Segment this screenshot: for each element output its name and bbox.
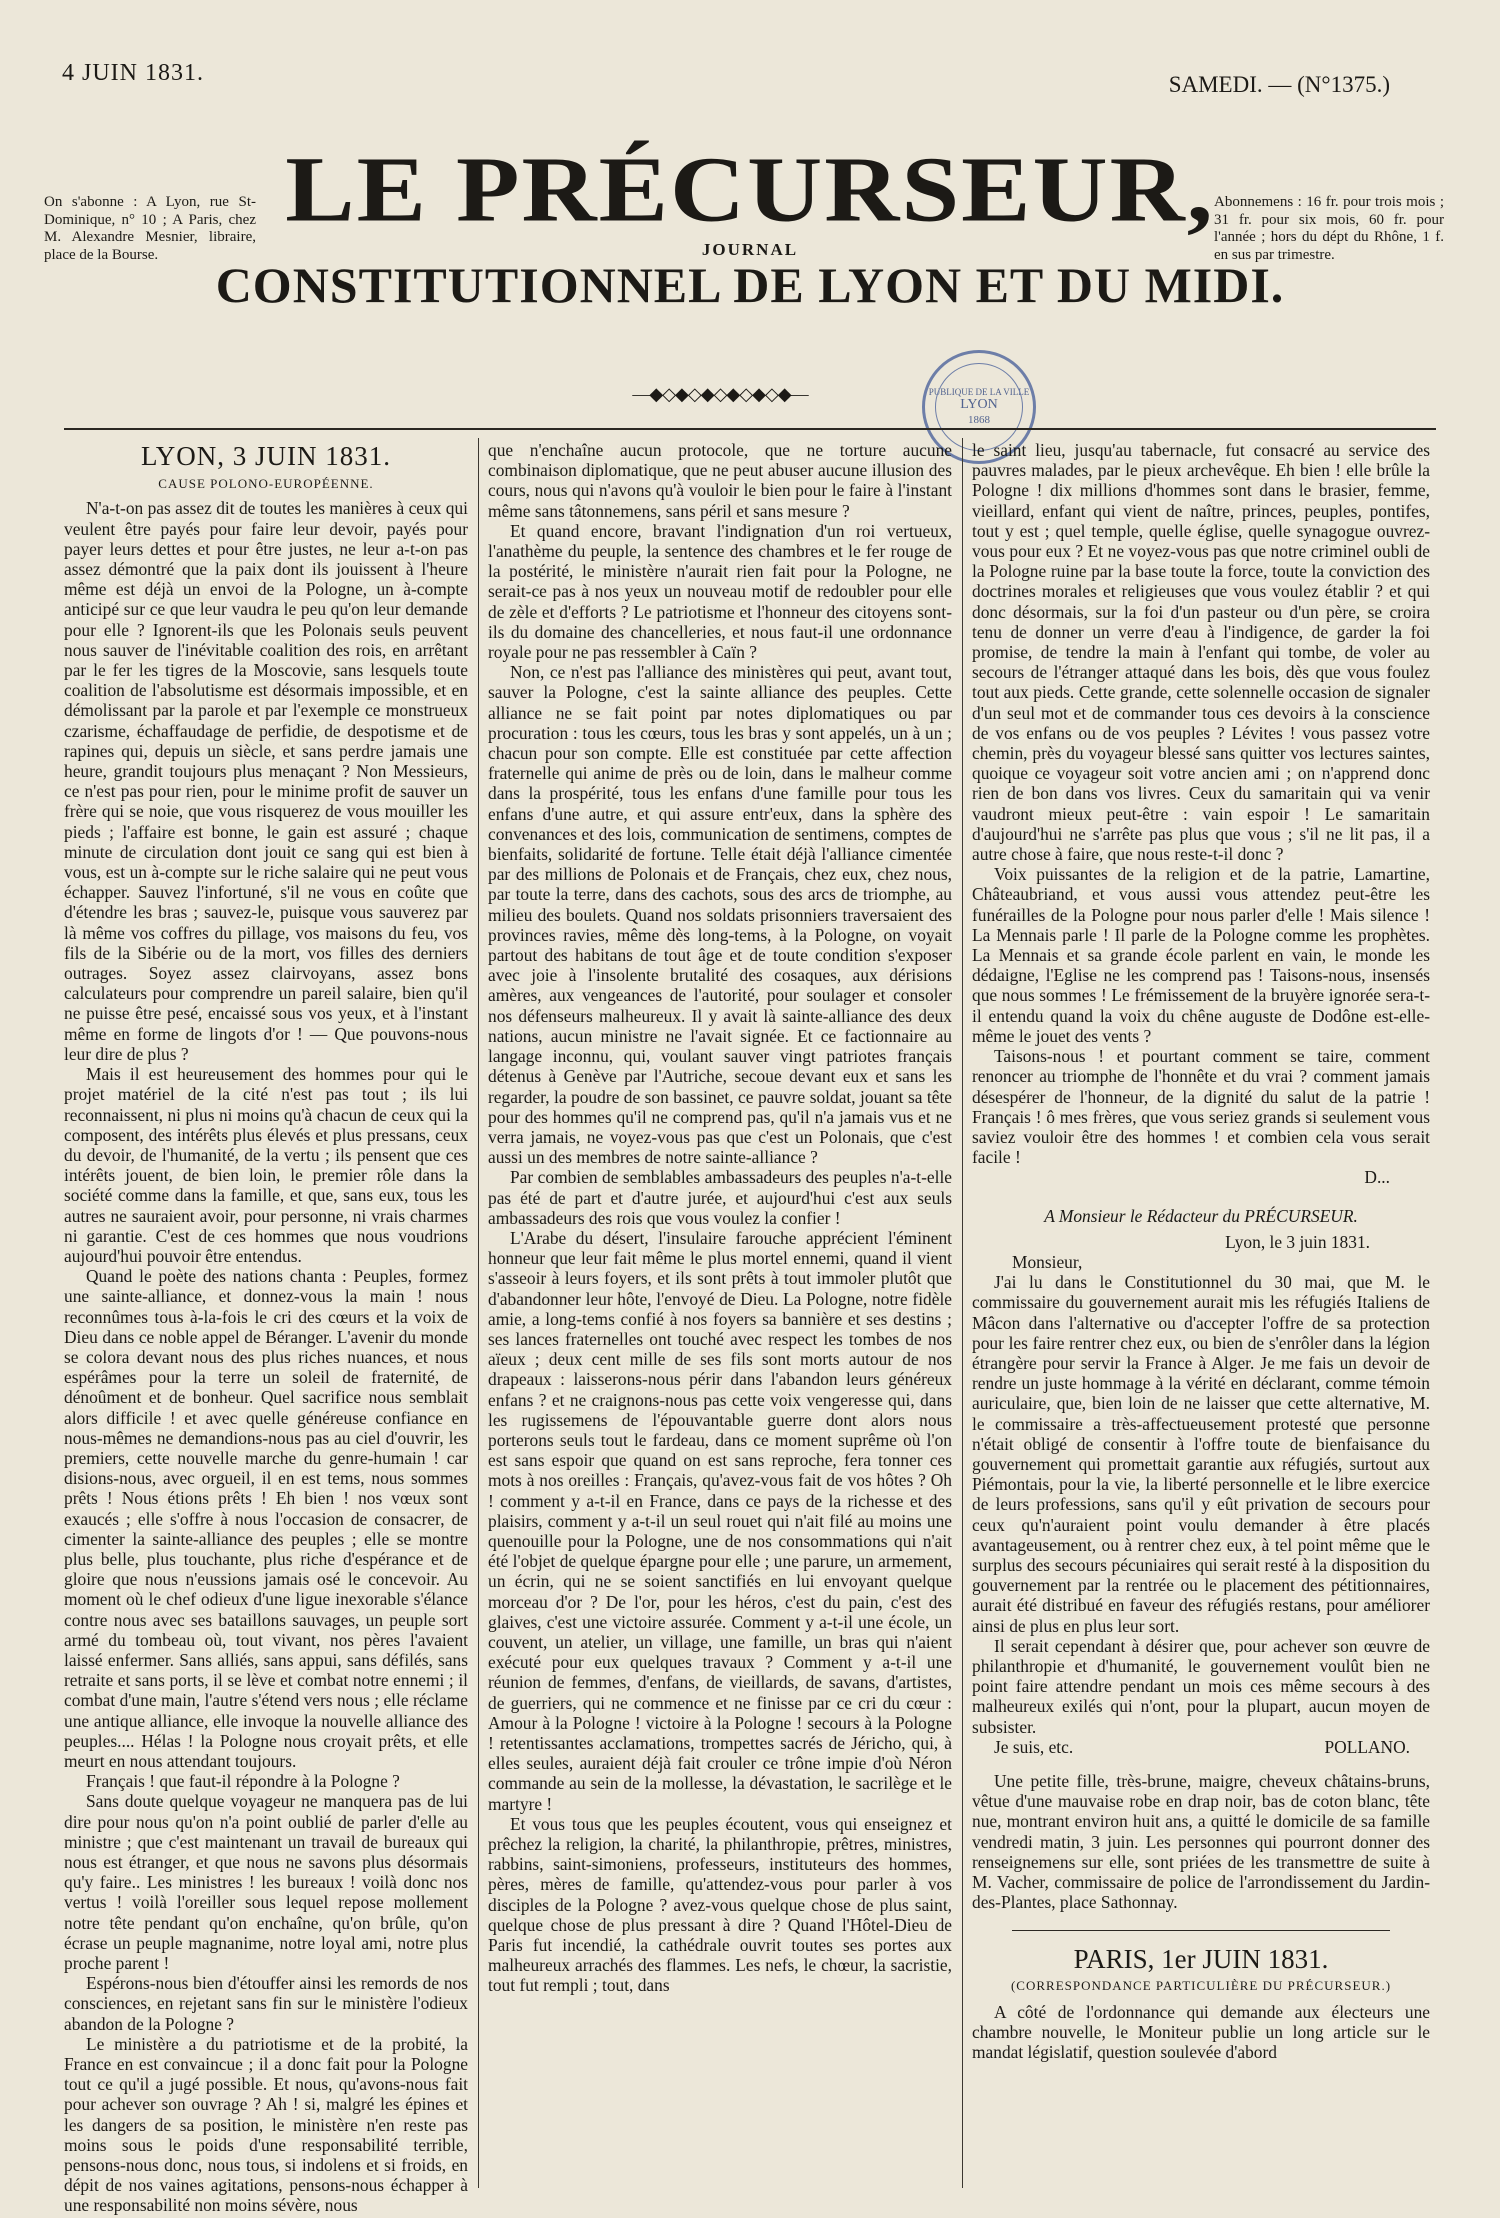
paragraph: Et vous tous que les peuples écoutent, vous qui enseignez et prêchez la religion, la charité, la philanthropie, prêtres, ministres, rabbins, saint-simoniens, professeurs, instituteurs des hommes, pères, mères de famille, qu'attendez-vous pour parler à vos disciples de la Pologne ? avez-vous quelque chose de plus saint, quelque chose de plus pressant à dire ? Quand l'Hôtel-Dieu de Paris fut incendié, la cathédrale ouvrit toutes ses portes aux malheureux arrachés des flammes. Les nefs, le chœur, la sacristie, tout fut rempli ; tout, dans	[488, 1813, 952, 1996]
issue-date: 4 JUIN 1831.	[62, 60, 204, 86]
section-heading: LYON, 3 JUIN 1831.	[140, 441, 392, 471]
paragraph: A côté de l'ordonnance qui demande aux électeurs une chambre nouvelle, le Moniteur publie un long article sur le mandat législatif, question soulevée d'abord	[972, 2001, 1430, 2063]
paragraph: que n'enchaîne aucun protocole, que ne torture aucune combinaison diplomatique, que ne peut abuser aucune illusion des cours, nous qui n'avons qu'à vouloir le bien pour le faire à l'instant même sans tâtonnemens, sans péril et sans mesure ?	[488, 440, 952, 521]
article-subheading: CAUSE POLONO-EUROPÉENNE.	[158, 476, 374, 492]
paragraph: N'a-t-on pas assez dit de toutes les manières à ceux qui veulent être payés pour faire leur devoir, payés pour payer leurs dettes et pour être justes, ne leur a-t-on pas assez démontré que la paix dont ils jouissent à l'heure même est déjà un envoi de la Pologne, un à-compte anticipé sur ce que leur vaudra le peu qu'on leur demande pour elle ? Ignorent-ils que les Polonais seuls peuvent nous sauver de l'inévitable coalition des rois, en arrêtant par le fer les tigres de la Moscovie, sans lesquels toute coalition de l'absolutisme est désormais impossible, et en démolissant par la parole et par l'exemple ce monstrueux czarisme, échaffaudage de perfidie, de despotisme et de rapines qui, depuis un siècle, et sans perdre jamais une heure, grandit toujours plus menaçant ? Non Messieurs, ce n'est pas pour rien, pour le minime profit de sauver un frère qui se noie, que vous risquerez de vous mouiller les pieds ; l'affaire est bonne, le gain est assuré ; chaque minute de circulation dont jouit ce sang qui est bien à vous, est un à-compte sur le riche salaire qui ne peut vous échapper. Sauvez l'infortuné, s'il ne vous en coûte que d'étendre les bras ; sauvez-le, puisque vous sauverez par là même vos coffres du pillage, vos maisons du feu, vos fils de la Sibérie ou de la mort, vos filles des derniers outrages. Soyez assez clairvoyans, assez bons calculateurs pour comprendre un pareil salaire, bien qu'il ne puisse être pesé, encaissé sous vos yeux, et à l'instant même en forme de lingots d'or ! — Que pouvons-nous leur dire de plus ?	[64, 498, 468, 1064]
letter-closing-row	[972, 1737, 1430, 1757]
issue-number: SAMEDI. — (N°1375.)	[1168, 72, 1390, 97]
letter-place-date: Lyon, le 3 juin 1831.	[1225, 1231, 1370, 1252]
paragraph: Une petite fille, très-brune, maigre, cheveux châtains-bruns, vêtue d'une mauvaise robe en drap noir, bas de coton blanc, tête nue, montrant environ huit ans, a quitté le domicile de sa famille vendredi matin, 3 juin. Les personnes qui pourront donner des renseignemens sur elle, sont priées de les transmettre de suite à M. Vacher, commissaire de police de l'arrondissement du Jardin-des-Plantes, place Sathonnay.	[972, 1771, 1430, 1913]
ornament-rule: —◆◇◆◇◆◇◆◇◆◇◆—	[632, 384, 808, 404]
column-3	[972, 440, 1430, 2184]
paragraph: L'Arabe du désert, l'insulaire farouche apprécient l'éminent honneur que leur fait même le plus mortel ennemi, quand il vient s'asseoir à leurs foyers, et ils sont prêts à tout immoler plutôt que d'abandonner leur hôte, l'envoyé de Dieu. La Pologne, notre fidèle amie, a long-tems confié à nos foyers sa bannière et ses destins ; ses lances fraternelles ont touché avec respect les tombes de nos aïeux ; deux cent mille de ses fils sont morts autour de nos drapeaux : laisserons-nous périr dans l'abandon leurs généreux enfans ? et ne craignons-nous pas cette voix vengeresse qui, dans les rugissemens de l'épouvantable guerre dont alors nous porterons seuls tout le fardeau, dans ce moment suprême où l'on est sans espoir que quand on est sans reproche, fera tonner ces mots à nos oreilles : Français, qu'avez-vous fait de vos hôtes ? Oh ! comment y a-t-il en France, dans ce pays de la richesse et des plaisirs, comment y a-t-il un seul rouet qui n'ait filé au moins une quenouille pour la Pologne, une de nos consommations qui n'ait été l'objet de quelque épargne pour elle ; une parure, un armement, un écrin, qui ne se soient sanctifiés en lui envoyant quelque morceau d'or ? De l'or, pour les héros, c'est du pain, c'est des glaives, c'est une victoire assurée. Comment y a-t-il une école, un couvent, un atelier, un village, une famille, un bras qui n'aient exécuté pour eux quelques travaux ? Comment y a-t-il une réunion de femmes, d'enfans, de vieillards, de savans, d'artistes, de guerriers, qui ne commence et ne finisse par ce cri du cœur : Amour à la Pologne ! victoire à la Pologne ! secours à la Pologne ! retentissantes acclamations, trompettes sacrés de Jéricho, qui, à elles seules, auraient déjà fait crouler ce trône impie d'où Néron commande au sein de la mollesse, la dévastation, le sacrilège et le martyre !	[488, 1227, 952, 1814]
paragraph: Voix puissantes de la religion et de la patrie, Lamartine, Châteaubriand, et vous aussi vous attendez peut-être les funérailles de la Pologne pour nous parler d'elle ! Mais silence ! La Mennais parle ! Il parle de la Pologne comme les prophètes. La Mennais et sa grande école parlent en vain, le monde les dédaigne, l'Eglise ne les comprend pas ! Taisons-nous, insensés que nous sommes ! Le frémissement de la bruyère ignorée sera-t-il entendu quand la voix du chêne auguste de Dodône est-elle-même le jouet des vents ?	[972, 864, 1430, 1046]
stamp-inner-ring	[935, 363, 1023, 451]
masthead-journal-word: JOURNAL	[701, 240, 799, 259]
paragraph: Taisons-nous ! et pourtant comment se taire, comment renoncer au triomphe de l'honnête et du vrai ? comment jamais désespérer de l'honneur, de la dignité du salut de la patrie ! Français ! ô mes frères, que vous seriez grands si seulement vous saviez vouloir être des hommes ! et combien cela vous serait facile !	[972, 1046, 1430, 1168]
paragraph: le saint lieu, jusqu'au tabernacle, fut consacré au service des pauvres malades, par le pieux archevêque. Eh bien ! elle brûle la Pologne ! dix millions d'hommes sont dans le brasier, femme, vieillard, enfant qui vient de naître, princes, peuples, pontifes, tout y est ; quel temple, quelle église, quelle synagogue ouvrez-vous pour eux ? Et ne voyez-vous pas que notre criminel oubli de la Pologne ruine par la base toute la force, toute la conviction des doctrines morales et religieuses que vous voulez établir ? et qui donc désormais, sur la foi d'un pasteur ou d'un père, se croira tenu de donner un verre d'eau à l'indigence, de garder la foi promise, de tendre la main à l'enfant qui tombe, de voler au secours de l'étranger attaqué dans les bois, dès que vous foulez tout aux pieds. Cette grande, cette solennelle occasion de signaler d'un seul mot et de commander tous ces devoirs à la conscience de vos enfans ou de vos peuples ? Lévites ! vous passez votre chemin, près du voyageur blessé sans quitter vos lectures saintes, quoique ce voyageur soit votre ancien ami ; on n'apprend donc rien de bon dans vos livres. Ceux du samaritain qui va venir vaudront mieux peut-être : vain espoir ! Le samaritain d'aujourd'hui ne s'arrête pas plus que vous ; s'il ne lit pas, il a autre chose à faire, que nous reste-t-il donc ?	[972, 440, 1430, 865]
column-divider	[962, 438, 963, 2188]
closing: Je suis, etc.	[994, 1736, 1074, 1757]
paragraph: Par combien de semblables ambassadeurs des peuples n'a-t-elle pas été de part et d'autre jurée, et aujourd'hui c'est aux seuls ambassadeurs des rois que vous voulez la confier !	[488, 1167, 952, 1228]
section-divider	[1012, 1930, 1390, 1931]
column-1	[64, 440, 468, 2216]
subscription-prices: Abonnemens : 16 fr. pour trois mois ; 31 fr. pour six mois, 60 fr. pour l'année ; hors du dépt du Rhône, 1 f. en sus par trimestre.	[1214, 194, 1444, 264]
correspondence-label: (CORRESPONDANCE PARTICULIÈRE DU PRÉCURSEUR.)	[1010, 1977, 1392, 1993]
section-heading: PARIS, 1er JUIN 1831.	[1073, 1944, 1329, 1975]
stamp-year: 1868	[968, 414, 990, 427]
paragraph: Non, ce n'est pas l'alliance des ministères qui peut, avant tout, sauver la Pologne, c'est la sainte alliance des peuples. Cette alliance ne se fait point par notes diplomatiques ou par procuration : tous les cœurs, tous les bras y sont appelés, un à un ; chacun pour son compte. Elle est constituée par cette affection fraternelle qui anime de près ou de loin, dans le malheur comme dans la prospérité, tous les enfans d'une famille pour tous les enfans d'une autre, et qui assure entr'eux, dans la sphère des convenances et des lois, communication de sentimens, comptes de bienfaits, solidarité de fortune. Telle était déjà l'alliance cimentée par des millions de Polonais et de Français, chez eux, chez nous, par toute la terre, dans des cachots, sous des arcs de triomphe, au milieu des boulets. Quand nos soldats prisonniers traversaient des provinces ravies, même dès long-tems, à la Pologne, on voyait partout des habitans de tout âge et de toute condition s'exposer avec joie à l'insolente brutalité des cosaques, aux dérisions amères, aux vengeances de l'autorité, pour soulager et consoler nos défenseurs malheureux. Il y avait là sainte-alliance des deux nations, aucun ministre ne l'avait signée. Et ce factionnaire au langage inconnu, qui, voulant sauver vingt patriotes français détenus à Genève par l'Autriche, secoue devant eux et sans les regarder, la poudre de son bassinet, ce pauvre soldat, jouant sa tête pour des hommes qu'il ne comprend pas, qu'il n'a jamais vus et ne verra jamais, ne voyez-vous pas que c'est un Polonais, que c'est aussi un des membres de notre sainte-alliance ?	[488, 662, 952, 1168]
column-divider	[478, 438, 479, 2188]
subscription-info: On s'abonne : A Lyon, rue St-Dominique, n° 10 ; A Paris, chez M. Alexandre Mesnier, libraire, place de la Bourse.	[44, 194, 256, 264]
paragraph: Français ! que faut-il répondre à la Pologne ?	[86, 1771, 400, 1792]
header-rule	[64, 428, 1436, 430]
paragraph: Il serait cependant à désirer que, pour achever son œuvre de philanthropie et d'humanité, le gouvernement voulût bien ne point faire attendre pendant un mois ces même secours à des malheureux exilés qui n'ont, pour la plupart, aucun moyen de subsister.	[972, 1635, 1430, 1737]
paragraph: Mais il est heureusement des hommes pour qui le projet matériel de la cité n'est pas tout ; ils lui reconnaissent, ni plus ni moins qu'à chacun de ceux qui la composent, des intérêts plus élevés et plus pressans, ceux du devoir, de l'humanité, de la vertu ; ils pensent que ces intérêts jouent, de bien loin, le premier rôle dans la société comme dans la famille, et que, sans eux, tous les autres ne sauraient avoir, pour personne, ni vrais charmes ni garantie. C'est de ces hommes que nous voudrions aujourd'hui pouvoir être entendus.	[64, 1064, 468, 1266]
signature: POLLANO.	[1324, 1736, 1410, 1757]
letter-heading: A Monsieur le Rédacteur du PRÉCURSEUR.	[1044, 1205, 1358, 1226]
signature: D...	[1364, 1167, 1390, 1188]
paragraph: J'ai lu dans le Constitutionnel du 30 mai, que M. le commissaire du gouvernement aurait mis les réfugiés Italiens de Mâcon dans l'alternative ou d'accepter l'offre de sa protection pour les faire rentrer chez eux, ou bien de s'enrôler dans la légion étrangère pour servir la France à Alger. Je me fais un devoir de rendre un juste hommage à la vérité en déclarant, comme témoin auriculaire, que, bien loin de ne laisser que cette alternative, M. le commissaire a très-affectueusement protesté que personne n'était obligé de consentir à l'offre toute de bienfaisance du gouvernement qui promettait garantie aux réfugiés, surtout aux Piémontais, pour la vie, la liberté personnelle et le libre exercice de leurs professions, sans qu'il y eût privation de secours pour ceux qu'n'auraient point voulu demander à être placés avantageusement, ou à rentrer chez eux, à tel point même que le surplus des secours pécuniaires qui serait resté à la disposition du gouvernement par la rentrée ou le placement des pétitionnaires, aurait été distribué en faveur des réfugiés restans, pour améliorer ainsi de plus en plus leur sort.	[972, 1272, 1430, 1636]
paragraph: Et quand encore, bravant l'indignation d'un roi vertueux, l'anathème du peuple, la sentence des chambres et le fer rouge de la postérité, le ministère n'aurait rien fait pour la Pologne, ne serait-ce pas à nos yeux un nouveau motif de redoubler pour elle de zèle et d'efforts ? Le patriotisme et l'honneur des citoyens sont-ils du domaine des chancelleries, et nous faut-il une ordonnance royale pour ne pas ressembler à Caïn ?	[488, 520, 952, 663]
column-2	[488, 440, 952, 2184]
stamp-city: LYON	[960, 397, 998, 413]
masthead-title: LE PRÉCURSEUR,	[285, 137, 1215, 242]
paragraph: Le ministère a du patriotisme et de la probité, la France en est convaincue ; il a donc fait pour la Pologne tout ce qu'il a jugé possible. Et nous, qu'avons-nous fait pour achever son ouvrage ? Ah ! si, malgré les épines et les dangers de sa position, le ministère n'en reste pas moins sous le poids d'une responsabilité terrible, pensons-nous donc, nous tous, si indolens et si froids, en dépit de nos vaines agitations, pensons-nous échapper à une responsabilité non moins sévère, nous	[64, 2033, 468, 2216]
paragraph: Sans doute quelque voyageur ne manquera pas de lui dire pour nous qu'on n'a point oublié de parler d'elle au ministre ; que c'est maintenant un travail de bureaux qui nous est étranger, et que nous ne savons plus désormais qu'y faire.. Les ministres ! les bureaux ! voilà donc nos vertus ! voilà l'oreiller sous lequel repose mollement notre tête pendant qu'on enchaîne, qu'on brûle, qu'on écrase un peuple magnanime, notre loyal ami, notre plus proche parent !	[64, 1791, 468, 1974]
stamp-top-text: PUBLIQUE DE LA VILLE	[928, 386, 1030, 397]
salutation: Monsieur,	[1012, 1251, 1083, 1272]
paragraph: Quand le poète des nations chanta : Peuples, formez une sainte-alliance, et donnez-vous la main ! nous reconnûmes tous à-la-fois le cri des cœurs et la voix de Dieu dans ce noble appel de Béranger. L'avenir du monde se colora devant nous des plus riches nuances, et nous espérâmes pour la terre un soleil de fraternité, de dénoûment et de bonheur. Quel sacrifice nous semblait alors difficile ! et avec quelle généreuse confiance en nous-mêmes ne demandions-nous pas au ciel d'ouvrir, les premiers, cette nouvelle marche du genre-humain ! car disions-nous, avec orgueil, il en est tems, nous sommes prêts ! Nous étions prêts ! Eh bien ! nos vœux sont exaucés ; elle s'offre à nous l'occasion de consacrer, de cimenter la sainte-alliance des peuples ; elle se montre plus belle, plus touchante, plus riche d'espérance et de gloire que nous n'eussions jamais osé le concevoir. Au moment où le chef odieux d'une ligue inexorable s'élance contre nous avec ses bataillons sauvages, un peuple sort armé du tombeau où, tout vivant, nos pères l'avaient laissé enfermer. Sans alliés, sans appui, sans défilés, sans retraite et sans ports, il se lève et combat notre ennemi ; il combat d'une main, l'autre s'étend vers nous ; elle réclame une antique alliance, elle invoque la nouvelle alliance des peuples.... Hélas ! la Pologne nous croyait prêts, et elle meurt en nous attendant toujours.	[64, 1266, 468, 1771]
paragraph: Espérons-nous bien d'étouffer ainsi les remords de nos consciences, en rejetant sans fin sur le ministère l'odieux abandon de la Pologne ?	[64, 1973, 468, 2034]
masthead-subtitle: CONSTITUTIONNEL DE LYON ET DU MIDI.	[215, 257, 1285, 313]
